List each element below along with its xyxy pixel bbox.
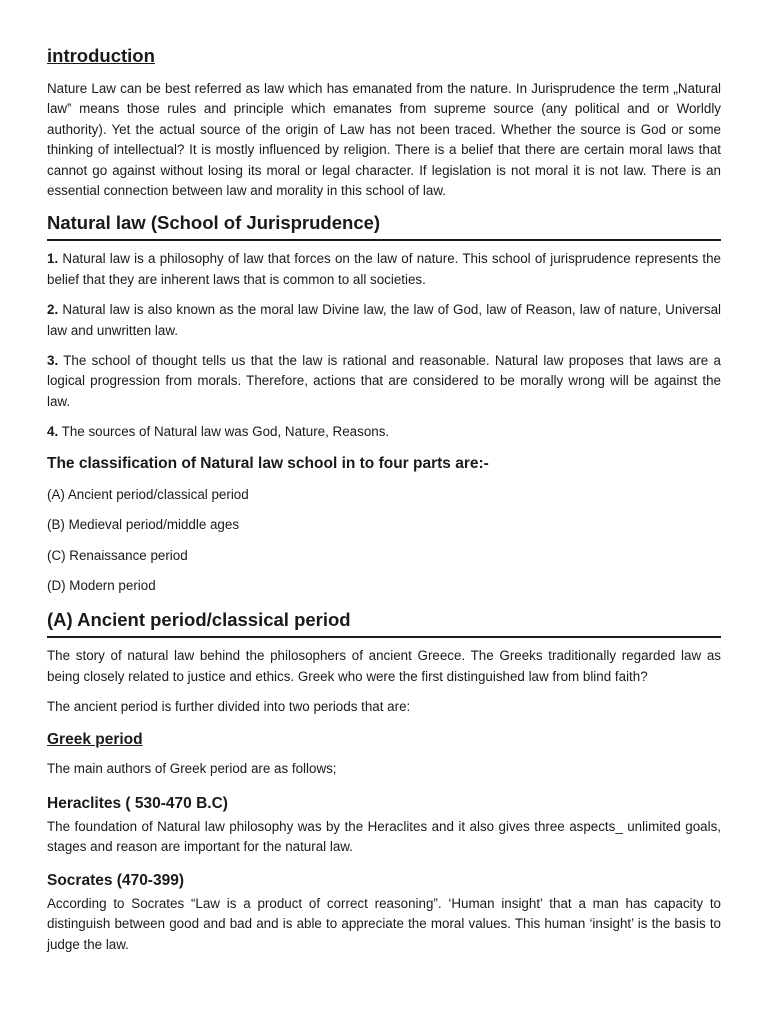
heraclites-text: The foundation of Natural law philosophy was by the Heraclites and it also gives three aspects_ unlimited goals, stages and reason are important for the natural law. [47, 818, 721, 855]
ancient-period-heading: (A) Ancient period/classical period [47, 608, 721, 638]
intro-paragraph: Nature Law can be best referred as law which has emanated from the nature. In Jurisprudence the term „Natural law‟ means those rules and principle which emanates from supreme source (any political and or Worldly authority). Yet the actual source of the origin of Law has not been traced. Whether the source is God or some thinking of intellectual? It is mostly influenced by religion. There is a belief that there are certain moral laws that cannot go against without losing its moral or legal character. If legislation is not moral it is not law. There is an essential connection between law and morality in this school of law. [47, 81, 721, 199]
point-text: The sources of Natural law was God, Nature, Reasons. [58, 424, 390, 440]
point-text: The school of thought tells us that the law is rational and reasonable. Natural law proposes that laws are a logical progression from morals. Therefore, actions that are considered to be morally wrong will be against the law. [47, 353, 721, 409]
point-number: 1. [47, 251, 59, 267]
socrates-heading: Socrates (470-399) [47, 871, 184, 889]
point-3 [47, 351, 721, 412]
point-1 [47, 249, 721, 290]
ancient-paragraph-2: The ancient period is further divided into two periods that are: [47, 699, 411, 715]
point-text: Natural law is a philosophy of law that forces on the law of nature. This school of jurisprudence represents the belief that they are inherent laws that is common to all societies. [47, 251, 721, 287]
natural-law-heading: Natural law (School of Jurisprudence) [47, 211, 721, 241]
intro-heading: introduction [47, 45, 155, 66]
period-item: (D) Modern period [47, 577, 156, 593]
point-2 [47, 300, 721, 341]
point-number: 4. [47, 424, 59, 440]
point-4 [47, 422, 721, 442]
period-item: (A) Ancient period/classical period [47, 486, 249, 502]
heraclites-heading: Heraclites ( 530-470 B.C) [47, 794, 228, 812]
socrates-text: According to Socrates “Law is a product of correct reasoning”. ‘Human insight’ that a man has capacity to distinguish between good and bad and is able to appreciate the moral values. This human ‘insight’ is the basis to judge the law. [47, 895, 721, 952]
ancient-paragraph-1: The story of natural law behind the philosophers of ancient Greece. The Greeks traditionally regarded law as being closely related to justice and ethics. Greek who were the first distinguished law from blind faith? [47, 648, 721, 684]
point-number: 2. [47, 302, 59, 318]
point-number: 3. [47, 353, 59, 369]
greek-intro: The main authors of Greek period are as follows; [47, 760, 337, 776]
point-text: Natural law is also known as the moral law Divine law, the law of God, law of Reason, law of nature, Universal law and unwritten law. [47, 302, 721, 338]
period-item: (B) Medieval period/middle ages [47, 517, 240, 533]
classification-heading: The classification of Natural law school in to four parts are:- [47, 454, 489, 472]
period-item: (C) Renaissance period [47, 547, 188, 563]
greek-period-heading: Greek period [47, 730, 143, 748]
